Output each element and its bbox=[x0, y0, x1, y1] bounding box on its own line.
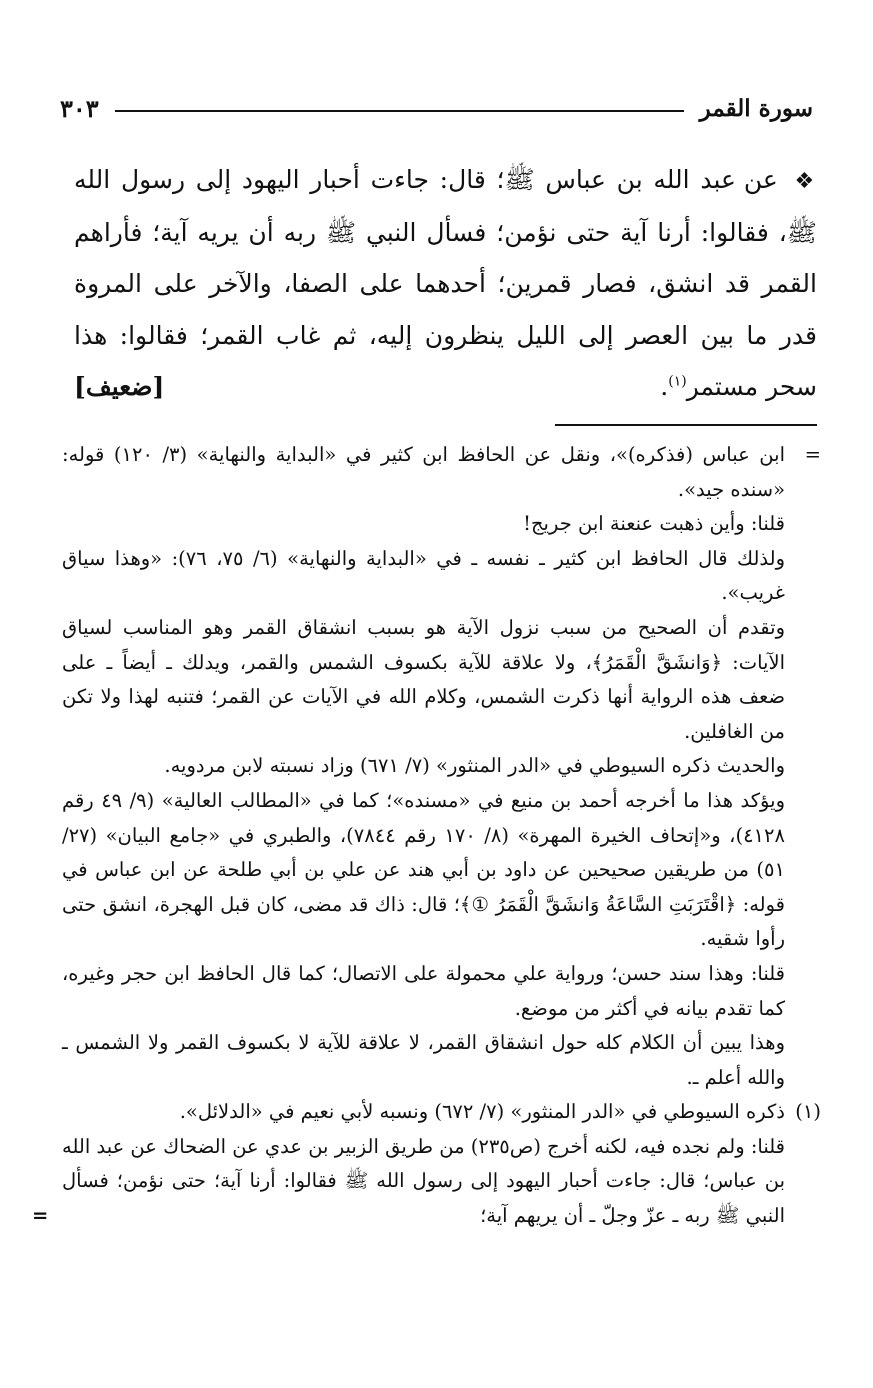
grade-label: [ضعيف] bbox=[74, 371, 165, 401]
footnote-paragraph: ولذلك قال الحافظ ابن كثير ـ نفسه ـ في «البداية والنهاية» (٦/ ٧٥، ٧٦): «وهذا سياق غريب». bbox=[62, 546, 785, 605]
continued-footnote bbox=[62, 438, 821, 1095]
running-header bbox=[60, 88, 813, 128]
footnote-reference: (١) bbox=[668, 373, 687, 390]
header-rule bbox=[115, 110, 684, 112]
footnote-paragraph: ويؤكد هذا ما أخرجه أحمد بن منيع في «مسنده»؛ كما في «المطالب العالية» (٩/ ٤٩ رقم ٤١٢٨)، و«إتحاف الخيرة المهرة» (٨/ ١٧٠ رقم ٧٨٤٤)، والطبري في «جامع البيان» (٢٧/ ٥١) من طريقين صحيحين عن داود بن أبي هند عن علي بن أبي طلحة عن ابن عباس في قوله: ﴿اقْتَرَبَتِ السَّاعَةُ وَانشَقَّ الْقَمَرُ ①﴾؛ قال: ذاك قد مضى، كان قبل الهجرة، انشق حتى رأوا شقيه. bbox=[62, 788, 785, 951]
hadith-paragraph bbox=[74, 154, 817, 412]
footnote-paragraph: ابن عباس (فذكره)»، ونقل عن الحافظ ابن كثير في «البداية والنهاية» (٣/ ١٢٠) قوله: «سنده جيد». bbox=[62, 443, 785, 501]
footnote-paragraph: قلنا: وهذا سند حسن؛ ورواية علي محمولة على الاتصال؛ كما قال الحافظ ابن حجر وغيره، كما تقدم بيانه في أكثر من موضع. bbox=[62, 961, 785, 1020]
star-ornament-icon: ❖ bbox=[794, 169, 817, 194]
footnote-separator bbox=[555, 424, 817, 426]
continuation-marker: = bbox=[804, 443, 821, 466]
hadith-text: عن عبد الله بن عباس ﷺ؛ قال: جاءت أحبار اليهود إلى رسول الله ﷺ، فقالوا: أرنا آية حتى نؤمن؛ فسأل النبي ﷺ ربه أن يريه آية؛ فأراهم القمر قد انشق، فصار قمرين؛ أحدهما على الصفا، والآخر على المروة قدر ما بين العصر إلى الليل ينظرون إليه، ثم غاب القمر؛ فقالوا: هذا سحر مستمر bbox=[74, 165, 817, 401]
page-number: ٣٠٣ bbox=[60, 93, 99, 123]
footnote-paragraph: وتقدم أن الصحيح من سبب نزول الآية هو بسبب انشقاق القمر وهو المناسب لسياق الآيات: ﴿وَانشَقَّ الْقَمَرُ﴾، ولا علاقة للآية بكسوف الشمس والقمر، ويدلك ـ أيضاً ـ على ضعف هذه الرواية أنها ذكرت الشمس، وكلام الله في الآيات عن القمر؛ فتنبه لهذا ولا تكن من الغافلين. bbox=[62, 615, 785, 743]
footnote-marker: (١) bbox=[795, 1100, 821, 1124]
footnote-paragraph: قلنا: ولم نجده فيه، لكنه أخرج (ص٢٣٥) من طريق الزبير بن عدي عن الضحاك عن عبد الله بن عباس؛ قال: جاءت أحبار اليهود إلى رسول الله ﷺ فقالوا: أرنا آية؛ حتى نؤمن؛ فسأل النبي ﷺ ربه ـ عزّ وجلّ ـ أن يريهم آية؛ bbox=[62, 1134, 785, 1228]
footnote-paragraph: قلنا: وأين ذهبت عنعنة ابن جريج! bbox=[523, 512, 785, 536]
footnotes bbox=[32, 438, 821, 1234]
footnote-paragraph: وهذا يبين أن الكلام كله حول انشقاق القمر، لا علاقة للآية لا بكسوف القمر ولا الشمس ـ والله أعلم ـ. bbox=[62, 1031, 785, 1089]
footnote-paragraph: والحديث ذكره السيوطي في «الدر المنثور» (٧/ ٦٧١) وزاد نسبته لابن مردويه. bbox=[164, 754, 785, 778]
footnote-paragraph: ذكره السيوطي في «الدر المنثور» (٧/ ٦٧٢) ونسبه لأبي نعيم في «الدلائل». bbox=[179, 1100, 785, 1124]
hadith-end: . bbox=[660, 371, 669, 401]
continues-marker: = bbox=[32, 1204, 49, 1228]
hadith-body bbox=[74, 154, 817, 412]
footnote-1 bbox=[32, 1095, 821, 1233]
surah-title: سورة القمر bbox=[699, 94, 813, 122]
